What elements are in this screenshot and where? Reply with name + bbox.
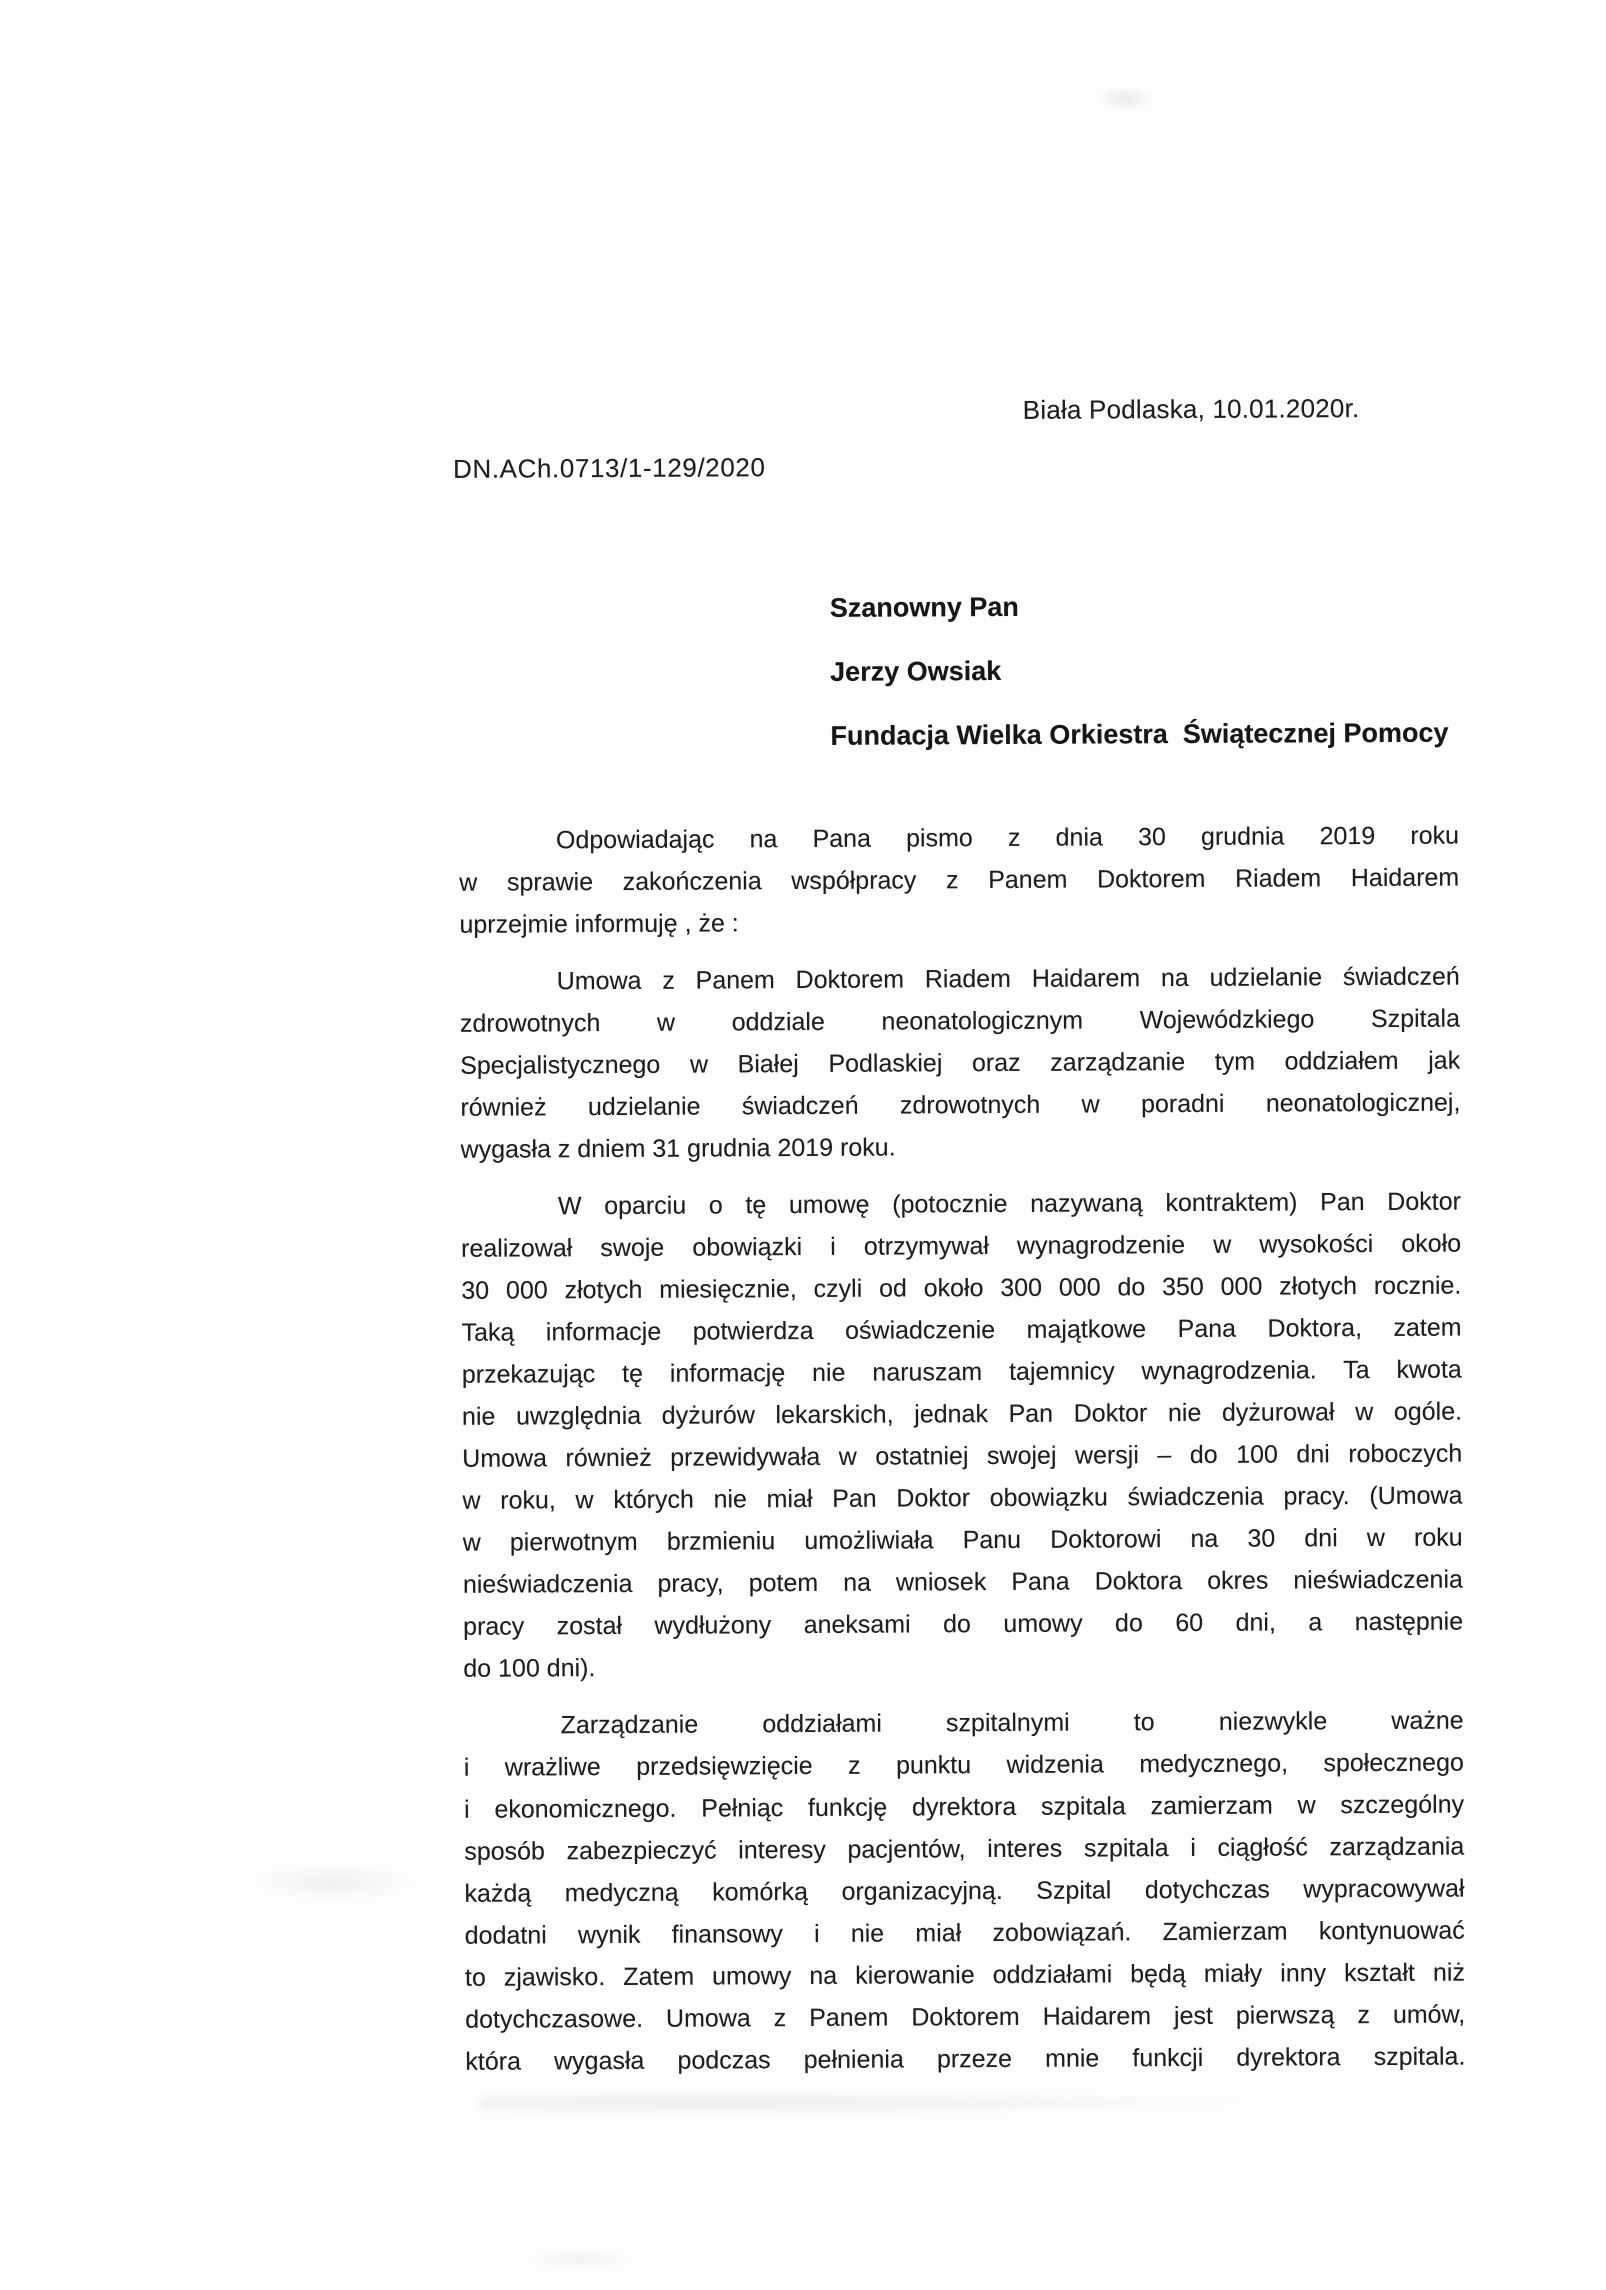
text-line: uprzejmie informuję , że :: [459, 909, 739, 939]
paragraph: [460, 956, 1461, 1171]
letter-body: [459, 815, 1466, 2098]
text-line: w sprawie zakończenia współpracy z Panem Doktorem Riadem Haidarem: [459, 863, 1460, 897]
paragraph: [464, 1700, 1466, 2083]
text-line: która wygasła podczas pełnienia przeze mnie funkcji dyrektora szpitala.: [465, 2042, 1466, 2076]
recipient-name: Jerzy Owsiak: [830, 655, 1002, 687]
text-line: sposób zabezpieczyć interesy pacjentów, interes szpitala i ciągłość zarządzania: [464, 1832, 1465, 1866]
city-date-line: Biała Podlaska, 10.01.2020r.: [1022, 393, 1360, 425]
text-line: do 100 dni).: [463, 1654, 596, 1683]
recipient-organization: Fundacja Wielka Orkiestra Świątecznej Pomocy: [830, 717, 1449, 751]
text-line: Specjalistycznego w Białej Podlaskiej oraz zarządzanie tym oddziałem jak: [460, 1046, 1461, 1080]
text-line: realizował swoje obowiązki i otrzymywał wynagrodzenie w wysokości około: [461, 1229, 1462, 1263]
text-line: nie uwzględnia dyżurów lekarskich, jednak Pan Doktor nie dyżurował w ogóle.: [461, 1397, 1463, 1431]
text-line: to zjawisko. Zatem umowy na kierowanie oddziałami będą miały inny kształt niż: [464, 1958, 1466, 1992]
text-line: Umowa również przewidywała w ostatniej swojej wersji – do 100 dni roboczych: [462, 1439, 1463, 1473]
text-line: W oparciu o tę umowę (potocznie nazywaną kontraktem) Pan Doktor: [557, 1187, 1461, 1221]
paragraph: [461, 1181, 1464, 1690]
text-line: i wrażliwe przedsięwzięcie z punktu widzenia medycznego, społecznego: [463, 1748, 1464, 1782]
text-line: Taką informacje potwierdza oświadczenie majątkowe Pana Doktora, zatem: [461, 1313, 1462, 1347]
text-line: wygasła z dniem 31 grudnia 2019 roku.: [460, 1133, 896, 1164]
text-line: Zarządzanie oddziałami szpitalnymi to niezwykle ważne: [560, 1706, 1464, 1740]
text-line: Umowa z Panem Doktorem Riadem Haidarem na udzielanie świadczeń: [556, 962, 1460, 996]
text-line: przekazując tę informację nie naruszam tajemnicy wynagrodzenia. Ta kwota: [461, 1355, 1462, 1389]
text-line: dotychczasowe. Umowa z Panem Doktorem Haidarem jest pierwszą z umów,: [465, 2000, 1466, 2034]
text-line: również udzielanie świadczeń zdrowotnych w poradni neonatologicznej,: [460, 1088, 1461, 1122]
text-line: nieświadczenia pracy, potem na wniosek Pana Doktora okres nieświadczenia: [462, 1565, 1463, 1599]
text-line: dodatni wynik finansowy i nie miał zobowiązań. Zamierzam kontynuować: [464, 1916, 1465, 1950]
text-line: Odpowiadając na Pana pismo z dnia 30 grudnia 2019 roku: [555, 821, 1460, 855]
text-line: w pierwotnym brzmieniu umożliwiała Panu Doktorowi na 30 dni w roku: [462, 1523, 1463, 1557]
text-line: zdrowotnych w oddziale neonatologicznym Wojewódzkiego Szpitala: [459, 1004, 1461, 1038]
recipient-block: [830, 573, 1449, 768]
text-line: w roku, w których nie miał Pan Doktor obowiązku świadczenia pracy. (Umowa: [462, 1481, 1463, 1515]
recipient-salutation: Szanowny Pan: [829, 591, 1019, 623]
paragraph: [459, 815, 1460, 946]
text-line: i ekonomicznego. Pełniąc funkcję dyrektora szpitala zamierzam w szczególny: [464, 1790, 1465, 1824]
text-line: każdą medyczną komórką organizacyjną. Szpital dotychczas wypracowywał: [464, 1874, 1465, 1908]
reference-number: DN.ACh.0713/1-129/2020: [452, 452, 766, 484]
text-line: pracy został wydłużony aneksami do umowy do 60 dni, a następnie: [463, 1607, 1464, 1641]
text-line: 30 000 złotych miesięcznie, czyli od około 300 000 do 350 000 złotych rocznie.: [461, 1271, 1462, 1305]
